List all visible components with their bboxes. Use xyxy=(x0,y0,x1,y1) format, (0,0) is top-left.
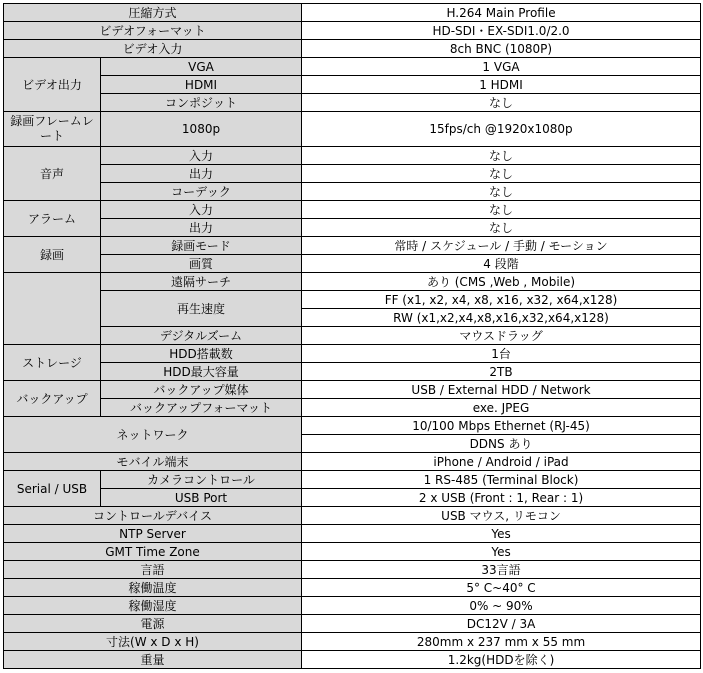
table-row xyxy=(4,507,701,525)
row-label: 入力 xyxy=(101,201,302,219)
table-row xyxy=(4,4,701,22)
row-value: 2TB xyxy=(302,363,701,381)
table-row xyxy=(4,381,701,399)
group-label xyxy=(4,273,101,345)
row-label: ビデオ入力 xyxy=(4,40,302,58)
row-label: HDD搭載数 xyxy=(101,345,302,363)
row-label: 再生速度 xyxy=(101,291,302,327)
row-value: なし xyxy=(302,147,701,165)
row-value: Yes xyxy=(302,543,701,561)
row-value: 15fps/ch @1920x1080p xyxy=(302,112,701,147)
table-row xyxy=(4,525,701,543)
row-value: exe. JPEG xyxy=(302,399,701,417)
row-label: VGA xyxy=(101,58,302,76)
row-label: NTP Server xyxy=(4,525,302,543)
row-value: 280mm x 237 mm x 55 mm xyxy=(302,633,701,651)
row-label: カメラコントロール xyxy=(101,471,302,489)
row-value: 1 RS-485 (Terminal Block) xyxy=(302,471,701,489)
row-value: USB マウス, リモコン xyxy=(302,507,701,525)
table-row xyxy=(4,633,701,651)
row-value: あり (CMS ,Web , Mobile) xyxy=(302,273,701,291)
row-value: 1 HDMI xyxy=(302,76,701,94)
row-label: 圧縮方式 xyxy=(4,4,302,22)
group-label: ストレージ xyxy=(4,345,101,381)
table-row xyxy=(4,147,701,165)
row-value: RW (x1,x2,x4,x8,x16,x32,x64,x128) xyxy=(302,309,701,327)
row-value: USB / External HDD / Network xyxy=(302,381,701,399)
row-value: iPhone / Android / iPad xyxy=(302,453,701,471)
table-row xyxy=(4,417,701,435)
table-row xyxy=(4,327,701,345)
row-value: 1.2kg(HDDを除く) xyxy=(302,651,701,669)
group-label: Serial / USB xyxy=(4,471,101,507)
group-label: ビデオ出力 xyxy=(4,58,101,112)
table-row xyxy=(4,651,701,669)
row-label: コンポジット xyxy=(101,94,302,112)
row-label: モバイル端末 xyxy=(4,453,302,471)
row-value: なし xyxy=(302,219,701,237)
row-label: バックアップフォーマット xyxy=(101,399,302,417)
row-label: HDMI xyxy=(101,76,302,94)
row-label: 出力 xyxy=(101,219,302,237)
table-row xyxy=(4,471,701,489)
row-value: DDNS あり xyxy=(302,435,701,453)
table-row xyxy=(4,291,701,309)
table-row xyxy=(4,165,701,183)
row-label: 遠隔サーチ xyxy=(101,273,302,291)
row-value: 2 x USB (Front : 1, Rear : 1) xyxy=(302,489,701,507)
table-row xyxy=(4,489,701,507)
row-value: なし xyxy=(302,94,701,112)
table-row xyxy=(4,597,701,615)
row-value: 0% ~ 90% xyxy=(302,597,701,615)
group-label: 音声 xyxy=(4,147,101,201)
row-label: 出力 xyxy=(101,165,302,183)
table-row xyxy=(4,237,701,255)
row-value: 8ch BNC (1080P) xyxy=(302,40,701,58)
table-row xyxy=(4,58,701,76)
row-label: ネットワーク xyxy=(4,417,302,453)
row-value: マウスドラッグ xyxy=(302,327,701,345)
row-label: 録画モード xyxy=(101,237,302,255)
table-row xyxy=(4,22,701,40)
row-label: コントロールデバイス xyxy=(4,507,302,525)
table-row xyxy=(4,40,701,58)
table-row xyxy=(4,273,701,291)
row-value: 10/100 Mbps Ethernet (RJ-45) xyxy=(302,417,701,435)
table-row xyxy=(4,201,701,219)
table-row xyxy=(4,345,701,363)
table-row xyxy=(4,399,701,417)
row-value: 4 段階 xyxy=(302,255,701,273)
row-label: 重量 xyxy=(4,651,302,669)
row-label: 稼働湿度 xyxy=(4,597,302,615)
row-value: 1 VGA xyxy=(302,58,701,76)
table-row xyxy=(4,94,701,112)
table-row xyxy=(4,76,701,94)
row-label: 1080p xyxy=(101,112,302,147)
row-label: デジタルズーム xyxy=(101,327,302,345)
row-label: HDD最大容量 xyxy=(101,363,302,381)
row-value: なし xyxy=(302,183,701,201)
group-label: 録画 xyxy=(4,237,101,273)
row-label: バックアップ媒体 xyxy=(101,381,302,399)
row-label: 言語 xyxy=(4,561,302,579)
row-value: 5° C~40° C xyxy=(302,579,701,597)
table-row xyxy=(4,561,701,579)
row-value: DC12V / 3A xyxy=(302,615,701,633)
group-label: アラーム xyxy=(4,201,101,237)
table-row xyxy=(4,255,701,273)
table-row xyxy=(4,219,701,237)
row-label: 画質 xyxy=(101,255,302,273)
row-label: 稼働温度 xyxy=(4,579,302,597)
row-value: HD-SDI・EX-SDI1.0/2.0 xyxy=(302,22,701,40)
row-label: 電源 xyxy=(4,615,302,633)
row-label: 寸法(W x D x H) xyxy=(4,633,302,651)
table-row xyxy=(4,543,701,561)
row-value: なし xyxy=(302,165,701,183)
row-label: ビデオフォーマット xyxy=(4,22,302,40)
row-label: USB Port xyxy=(101,489,302,507)
row-value: 33言語 xyxy=(302,561,701,579)
row-value: なし xyxy=(302,201,701,219)
row-label: 入力 xyxy=(101,147,302,165)
row-value: H.264 Main Profile xyxy=(302,4,701,22)
table-row xyxy=(4,363,701,381)
row-value: Yes xyxy=(302,525,701,543)
table-row xyxy=(4,579,701,597)
group-label: 録画フレームレート xyxy=(4,112,101,147)
row-value: 1台 xyxy=(302,345,701,363)
spec-table xyxy=(3,3,701,669)
table-row xyxy=(4,453,701,471)
row-value: 常時 / スケジュール / 手動 / モーション xyxy=(302,237,701,255)
row-value: FF (x1, x2, x4, x8, x16, x32, x64,x128) xyxy=(302,291,701,309)
row-label: GMT Time Zone xyxy=(4,543,302,561)
row-label: コーデック xyxy=(101,183,302,201)
table-row xyxy=(4,112,701,147)
table-row xyxy=(4,183,701,201)
table-row xyxy=(4,615,701,633)
group-label: バックアップ xyxy=(4,381,101,417)
